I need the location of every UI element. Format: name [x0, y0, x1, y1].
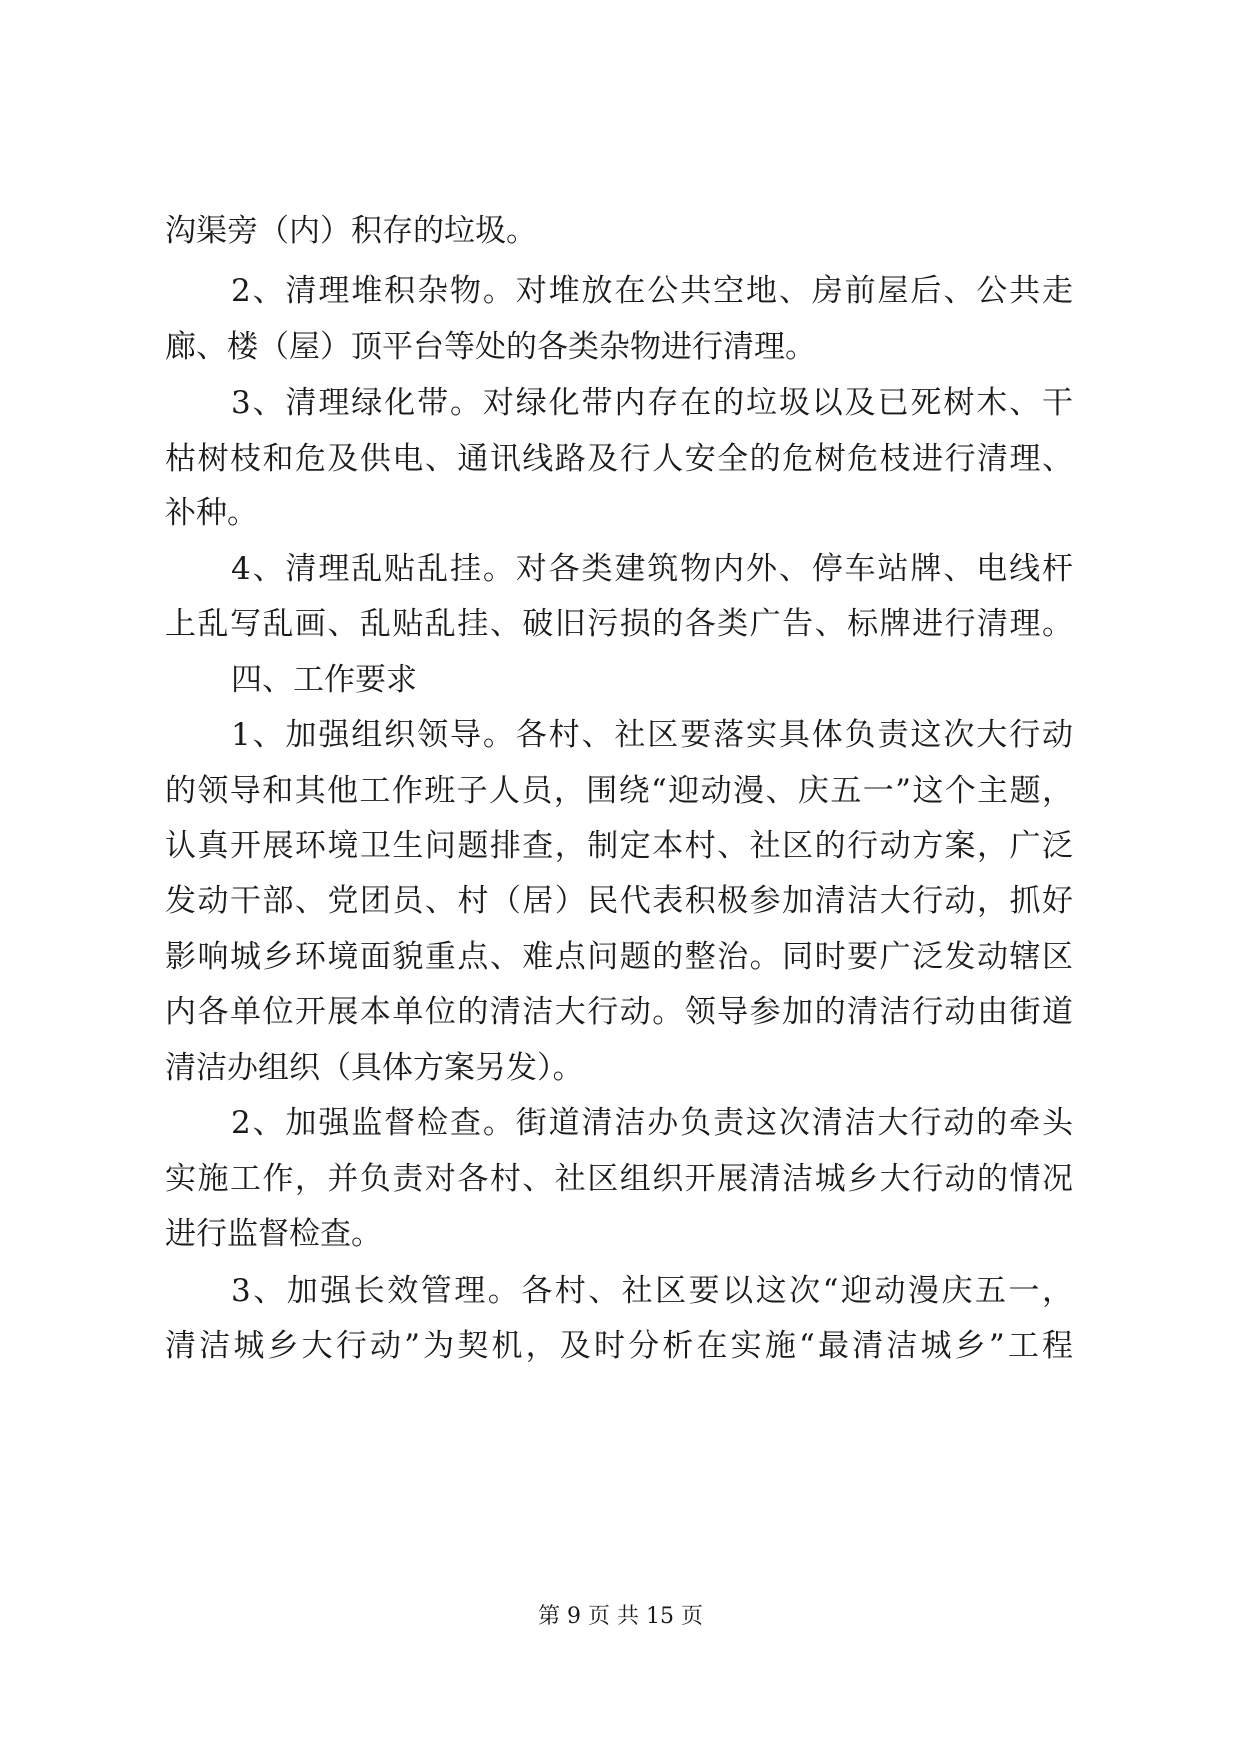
- paragraph-line: 影响城乡环境面貌重点、难点问题的整治。同时要广泛发动辖区: [165, 939, 1073, 975]
- paragraph-line: 实施工作，并负责对各村、社区组织开展清洁城乡大行动的情况: [165, 1161, 1073, 1197]
- paragraph-line: 1、加强组织领导。各村、社区要落实具体负责这次大行动: [231, 717, 1073, 753]
- paragraph-line: 廊、楼（屋）顶平台等处的各类杂物进行清理。: [165, 329, 816, 365]
- paragraph-line: 认真开展环境卫生问题排查，制定本村、社区的行动方案，广泛: [165, 828, 1073, 864]
- paragraph-line: 2、清理堆积杂物。对堆放在公共空地、房前屋后、公共走: [231, 273, 1073, 309]
- paragraph-line: 清洁城乡大行动”为契机，及时分析在实施“最清洁城乡”工程: [165, 1328, 1073, 1364]
- page-footer: 第 9 页 共 15 页: [538, 1604, 703, 1629]
- paragraph-line: 4、清理乱贴乱挂。对各类建筑物内外、停车站牌、电线杆: [231, 551, 1073, 587]
- paragraph-line: 2、加强监督检查。街道清洁办负责这次清洁大行动的牵头: [231, 1105, 1073, 1141]
- paragraph-line: 进行监督检查。: [165, 1216, 382, 1252]
- paragraph-line: 的领导和其他工作班子人员，围绕“迎动漫、庆五一”这个主题，: [165, 773, 1073, 809]
- paragraph-line: 沟渠旁（内）积存的垃圾。: [165, 213, 537, 249]
- paragraph-line: 3、清理绿化带。对绿化带内存在的垃圾以及已死树木、干: [231, 385, 1073, 421]
- paragraph-line: 3、加强长效管理。各村、社区要以这次“迎动漫庆五一，: [231, 1273, 1073, 1309]
- section-heading: 四、工作要求: [231, 662, 417, 698]
- paragraph-line: 枯树枝和危及供电、通讯线路及行人安全的危树危枝进行清理、: [165, 441, 1073, 477]
- paragraph-line: 发动干部、党团员、村（居）民代表积极参加清洁大行动，抓好: [165, 883, 1073, 919]
- paragraph-line: 上乱写乱画、乱贴乱挂、破旧污损的各类广告、标牌进行清理。: [165, 606, 1073, 642]
- paragraph-line: 补种。: [165, 495, 258, 531]
- paragraph-line: 清洁办组织（具体方案另发）。: [165, 1050, 584, 1086]
- paragraph-line: 内各单位开展本单位的清洁大行动。领导参加的清洁行动由街道: [165, 994, 1073, 1030]
